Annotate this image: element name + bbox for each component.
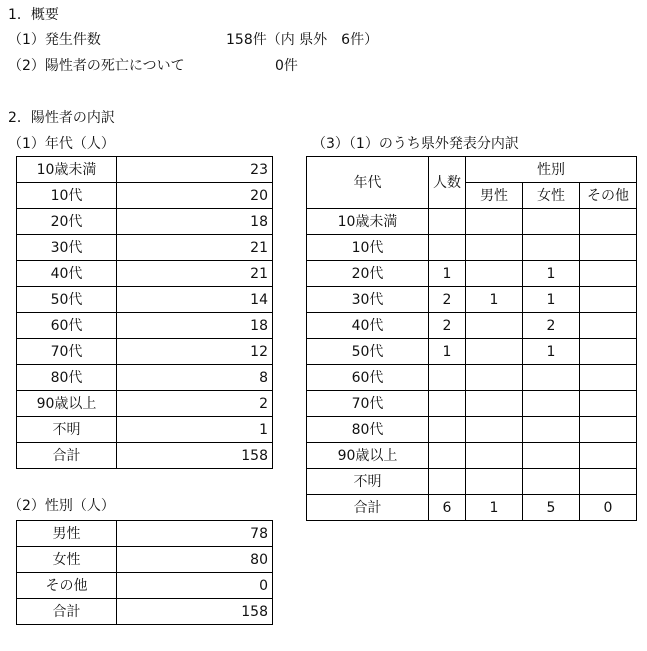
- age-label: 10歳未満: [17, 157, 117, 183]
- count-cell: [429, 235, 466, 261]
- female-cell: [523, 209, 580, 235]
- gender-header: 性別: [466, 157, 637, 183]
- age-cell: 70代: [307, 391, 429, 417]
- table-row: [307, 313, 637, 339]
- count-cell: [429, 469, 466, 495]
- age-value: 21: [117, 261, 273, 287]
- female-cell: 1: [523, 287, 580, 313]
- other-cell: [580, 443, 637, 469]
- gender-table-title: （2）性別（人）: [8, 498, 115, 514]
- age-value: 23: [117, 157, 273, 183]
- total-row: [17, 599, 273, 625]
- age-value: 8: [117, 365, 273, 391]
- age-cell: 90歳以上: [307, 443, 429, 469]
- count-cell: [429, 209, 466, 235]
- gender-value: 158: [117, 599, 273, 625]
- age-cell: 40代: [307, 313, 429, 339]
- table-row: [17, 417, 273, 443]
- death-value: 0件: [275, 58, 298, 74]
- table-row: [17, 339, 273, 365]
- total-row: [307, 495, 637, 521]
- age-label: 10代: [17, 183, 117, 209]
- male-cell: [466, 313, 523, 339]
- table-row: [17, 573, 273, 599]
- other-cell: [580, 339, 637, 365]
- table-row: [307, 469, 637, 495]
- count-cell: [429, 365, 466, 391]
- table-row: [17, 209, 273, 235]
- age-value: 18: [117, 209, 273, 235]
- age-cell: 30代: [307, 287, 429, 313]
- count-cell: [429, 417, 466, 443]
- age-table: [16, 156, 273, 469]
- table-row: [17, 313, 273, 339]
- male-cell: [466, 469, 523, 495]
- age-value: 20: [117, 183, 273, 209]
- male-cell: [466, 209, 523, 235]
- table-row: [307, 209, 637, 235]
- male-cell: [466, 261, 523, 287]
- age-value: 1: [117, 417, 273, 443]
- table-row: [307, 365, 637, 391]
- age-label: 40代: [17, 261, 117, 287]
- table-row: [17, 157, 273, 183]
- age-label: 80代: [17, 365, 117, 391]
- female-cell: 5: [523, 495, 580, 521]
- female-cell: [523, 443, 580, 469]
- table-row: [17, 261, 273, 287]
- table-row: [307, 417, 637, 443]
- age-label: 90歳以上: [17, 391, 117, 417]
- female-cell: 1: [523, 339, 580, 365]
- age-value: 158: [117, 443, 273, 469]
- age-cell: 60代: [307, 365, 429, 391]
- other-cell: [580, 287, 637, 313]
- other-cell: [580, 261, 637, 287]
- table-row: [17, 287, 273, 313]
- count-cell: [429, 391, 466, 417]
- table-row: [307, 261, 637, 287]
- section2-title: 2．陽性者の内訳: [8, 110, 115, 126]
- age-label: 合計: [17, 443, 117, 469]
- age-table-title: （1）年代（人）: [8, 136, 115, 152]
- other-cell: [580, 417, 637, 443]
- age-label: 70代: [17, 339, 117, 365]
- table-row: [307, 287, 637, 313]
- age-label: 30代: [17, 235, 117, 261]
- table-row: [17, 391, 273, 417]
- male-cell: [466, 391, 523, 417]
- table-row: [17, 183, 273, 209]
- count-header: 人数: [429, 157, 466, 209]
- other-cell: [580, 365, 637, 391]
- age-label: 60代: [17, 313, 117, 339]
- female-cell: [523, 365, 580, 391]
- age-header: 年代: [307, 157, 429, 209]
- table-row: [307, 235, 637, 261]
- age-value: 21: [117, 235, 273, 261]
- section1-title: 1．概要: [8, 7, 59, 23]
- female-header: 女性: [523, 183, 580, 209]
- outside-table: [306, 156, 637, 521]
- other-cell: 0: [580, 495, 637, 521]
- other-cell: [580, 469, 637, 495]
- table-row: [17, 365, 273, 391]
- gender-label: 男性: [17, 521, 117, 547]
- gender-table: [16, 520, 273, 625]
- age-cell: 不明: [307, 469, 429, 495]
- age-cell: 合計: [307, 495, 429, 521]
- female-cell: [523, 469, 580, 495]
- table-row: [307, 339, 637, 365]
- death-label: （2）陽性者の死亡について: [8, 58, 185, 74]
- other-cell: [580, 313, 637, 339]
- gender-value: 80: [117, 547, 273, 573]
- female-cell: [523, 391, 580, 417]
- age-cell: 80代: [307, 417, 429, 443]
- female-cell: 2: [523, 313, 580, 339]
- count-cell: 6: [429, 495, 466, 521]
- gender-value: 78: [117, 521, 273, 547]
- occurrence-count-label: （1）発生件数: [8, 32, 101, 48]
- age-cell: 10代: [307, 235, 429, 261]
- gender-label: その他: [17, 573, 117, 599]
- male-header: 男性: [466, 183, 523, 209]
- gender-label: 合計: [17, 599, 117, 625]
- count-cell: 1: [429, 261, 466, 287]
- count-cell: 2: [429, 313, 466, 339]
- table-row: [307, 391, 637, 417]
- male-cell: [466, 443, 523, 469]
- occurrence-count-value: 158件（内 県外 6件）: [226, 32, 379, 48]
- male-cell: [466, 235, 523, 261]
- age-value: 18: [117, 313, 273, 339]
- count-cell: [429, 443, 466, 469]
- table-row: [17, 547, 273, 573]
- other-cell: [580, 391, 637, 417]
- age-cell: 20代: [307, 261, 429, 287]
- other-cell: [580, 209, 637, 235]
- table-row: [17, 521, 273, 547]
- age-label: 20代: [17, 209, 117, 235]
- count-cell: 2: [429, 287, 466, 313]
- other-cell: [580, 235, 637, 261]
- male-cell: 1: [466, 495, 523, 521]
- male-cell: 1: [466, 287, 523, 313]
- total-row: [17, 443, 273, 469]
- male-cell: [466, 417, 523, 443]
- age-cell: 10歳未満: [307, 209, 429, 235]
- female-cell: 1: [523, 261, 580, 287]
- age-value: 2: [117, 391, 273, 417]
- header-row: [307, 157, 637, 183]
- age-label: 50代: [17, 287, 117, 313]
- age-value: 12: [117, 339, 273, 365]
- age-value: 14: [117, 287, 273, 313]
- outside-table-title: （3）（1）のうち県外発表分内訳: [312, 136, 519, 152]
- age-label: 不明: [17, 417, 117, 443]
- male-cell: [466, 365, 523, 391]
- female-cell: [523, 417, 580, 443]
- age-cell: 50代: [307, 339, 429, 365]
- table-row: [17, 235, 273, 261]
- other-header: その他: [580, 183, 637, 209]
- male-cell: [466, 339, 523, 365]
- count-cell: 1: [429, 339, 466, 365]
- gender-label: 女性: [17, 547, 117, 573]
- gender-value: 0: [117, 573, 273, 599]
- table-row: [307, 443, 637, 469]
- female-cell: [523, 235, 580, 261]
